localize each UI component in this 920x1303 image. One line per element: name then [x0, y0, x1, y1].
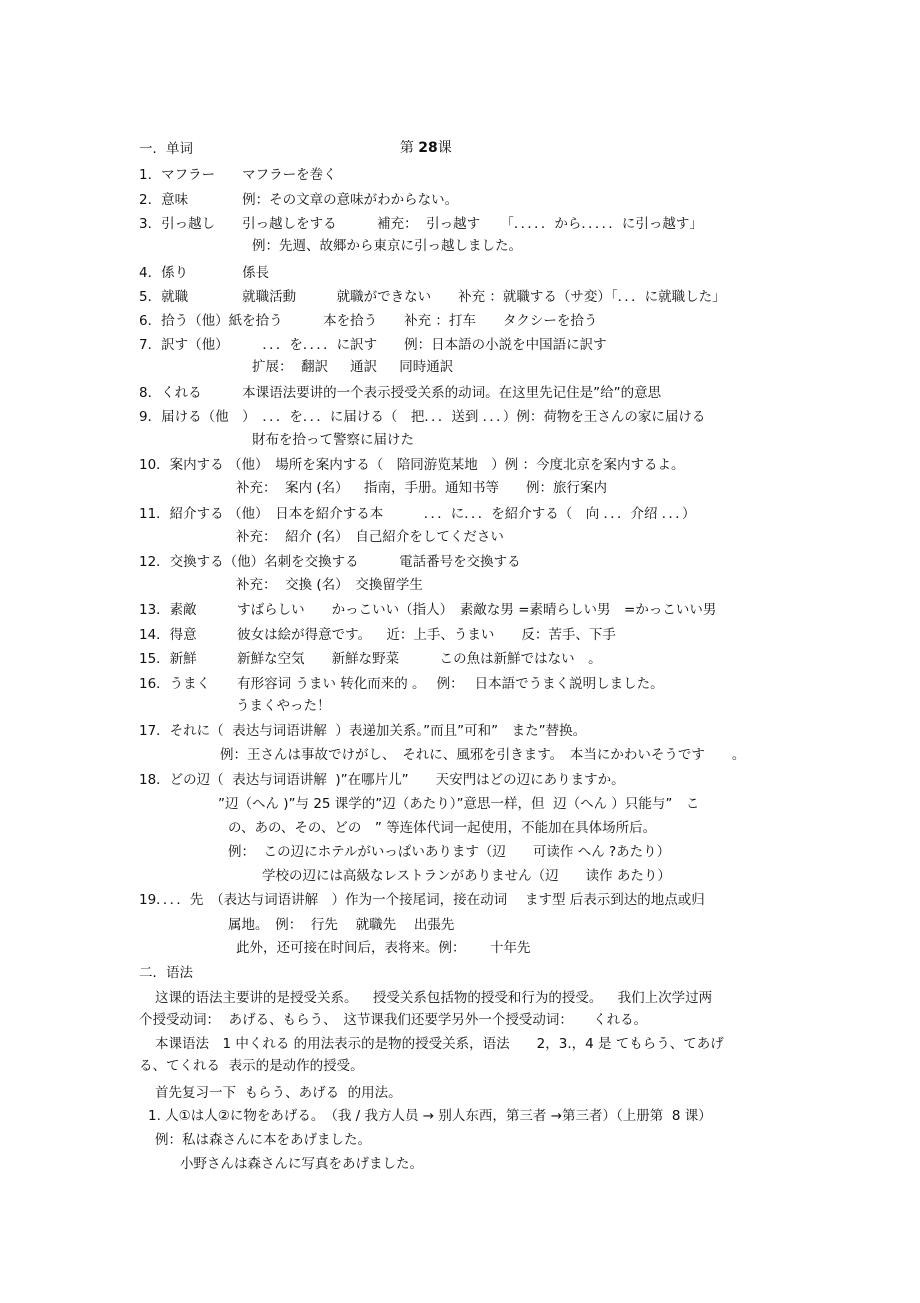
vocab-line: 11．紹介する （他） 日本を紹介する本 ．．．に．．．を紹介する（ 向 ．．．介绍 ．．．）: [139, 506, 696, 522]
vocab-line: 19．．．．先 （表达与词语讲解 ）作为一个接尾词，接在动词 ます型 后表示到达的地点或归: [139, 892, 705, 908]
grammar-line: 这课的语法主要讲的是授受关系。 授受关系包括物的授受和行为的授受。 我们上次学过两: [155, 990, 713, 1006]
vocab-line: うまくやった！: [236, 698, 331, 714]
vocab-line: 扩展： 翻訳 通訳 同時通訳: [252, 359, 454, 375]
vocab-line: 补充： 交換 (名） 交換留学生: [236, 577, 423, 593]
grammar-line: 个授受动词： あげる、もらう、 这节课我们还要学另外一个授受动词： くれる。: [139, 1012, 648, 1028]
vocab-line: 9．届ける（他 ） ．．．を．．．に届ける（ 把．．．送到 ．．．）例：荷物を王さんの家に届ける: [139, 409, 706, 425]
vocab-line: 8．くれる 本课语法要讲的一个表示授受关系的动词。在这里先记住是”给”的意思: [139, 385, 662, 401]
vocab-line: 18．どの辺（ 表达与词语讲解 )”在哪片儿” 天安門はどの辺にありますか。: [139, 772, 625, 788]
vocab-line: 1．マフラー マフラーを巻く: [139, 167, 337, 183]
vocab-line: 补充： 案内 (名） 指南，手册。通知书等 例：旅行案内: [236, 480, 607, 496]
grammar-line: 例：私は森さんに本をあげました。: [155, 1132, 371, 1148]
vocab-line: 例：王さんは事故でけがし、 それに、風邪を引きます。 本当にかわいそうです 。: [220, 747, 746, 763]
vocab-line: 12．交換する（他）名刺を交換する 電話番号を交換する: [139, 554, 521, 570]
grammar-line: 首先复习一下 もらう、あげる 的用法。: [155, 1085, 402, 1101]
grammar-line: 1. 人①は人②に物をあげる。 （我 / 我方人员 → 别人东西，第三者 →第三者）（上册第 8 课）: [148, 1108, 712, 1124]
vocab-line: 例： この辺にホテルがいっぱいあります（辺 可读作 へん ?あたり）: [228, 844, 671, 860]
vocab-line: 5．就職 就職活動 就職ができない 补充 ：就職する（サ変）「．．．に就職した」: [139, 289, 726, 305]
vocab-line: 3．引っ越し 引っ越しをする 補充： 引っ越す 「．．．．．から．．．．．に引っ越す」: [139, 216, 703, 232]
vocab-line: 16．うまく 有形容词 うまい 转化而来的 。 例： 日本語でうまく説明しました。: [139, 676, 664, 692]
page-title: [382, 121, 452, 175]
vocab-line: 15．新鮮 新鮮な空気 新鮮な野菜 この魚は新鮮ではない 。: [139, 651, 602, 667]
vocab-line: 属地。 例： 行先 就職先 出張先: [228, 917, 455, 933]
vocab-line: 10．案内する （他） 場所を案内する（ 陪同游览某地 ）例 ：今度北京を案内するよ。: [139, 457, 685, 473]
vocab-line: 13．素敵 すばらしい かっこいい（指人） 素敵な男 =素晴らしい男 =かっこいい男: [139, 602, 717, 618]
vocab-line: 財布を拾って警察に届けた: [252, 432, 414, 448]
vocab-line: 17．それに（ 表达与词语讲解 ）表递加关系。”而且”可和” また”替换。: [139, 723, 587, 739]
vocab-line: の、あの、その、どの ” 等连体代词一起使用，不能加在具体场所后。: [228, 820, 657, 836]
grammar-line: 本课语法 1 中くれる 的用法表示的是物的授受关系，语法 2，3.，4 是 てもらう、てあげ: [155, 1036, 724, 1052]
grammar-line: 小野さんは森さんに写真をあげました。: [180, 1156, 423, 1172]
vocab-line: 7．訳す（他） ．．．を．．．．に訳す 例：日本語の小説を中国語に訳す: [139, 337, 607, 353]
vocab-line: 6．拾う（他）紙を拾う 本を拾う 补充 ：打车 タクシーを拾う: [139, 313, 598, 329]
vocab-line: 学校の辺には高級なレストランがありません（辺 读作 あたり）: [262, 868, 671, 884]
vocab-line: 4．係り 係長: [139, 265, 270, 281]
vocab-line: 补充： 紹介 (名） 自己紹介をしてください: [236, 529, 504, 545]
title-prefix: 第: [399, 140, 419, 156]
vocab-line: 2．意味 例：その文章の意味がわからない。: [139, 192, 459, 208]
lesson-number: 28: [418, 140, 438, 156]
title-suffix: 课: [437, 140, 452, 156]
section-heading-grammar: 二．语法: [139, 965, 193, 981]
vocab-line: ”辺（へん )”与 25 课学的”辺（あたり）”意思一样，但 辺（へん ）只能与” こ: [218, 796, 700, 812]
grammar-line: る、てくれる 表示的是动作的授受。: [139, 1058, 364, 1074]
vocab-line: 14．得意 彼女は絵が得意です。 近：上手、うまい 反：苦手、下手: [139, 627, 616, 643]
section-heading-vocabulary: 一．单词: [139, 141, 193, 157]
vocab-line: 此外，还可接在时间后，表将来。例： 十年先: [236, 940, 531, 956]
vocab-line: 例：先週、故郷から東京に引っ越しました。: [252, 238, 522, 254]
